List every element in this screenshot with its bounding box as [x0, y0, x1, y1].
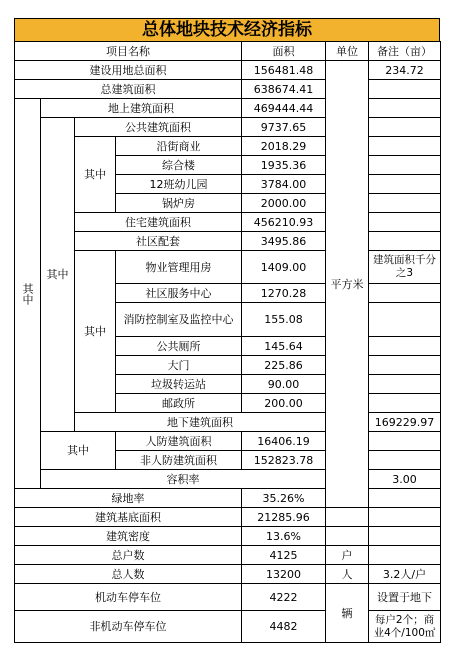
row-note [369, 489, 441, 508]
row-value: 155.08 [242, 303, 326, 337]
row-label: 12班幼儿园 [116, 175, 242, 194]
row-value: 3.00 [369, 470, 441, 489]
table-row [15, 470, 441, 489]
row-note: 设置于地下 [369, 584, 441, 611]
table-row [15, 118, 441, 137]
qizhong-public-label: 其中 [75, 137, 116, 213]
row-label: 总人数 [15, 565, 242, 584]
row-note [369, 194, 441, 213]
row-label: 地下建筑面积 [75, 413, 326, 432]
row-value: 225.86 [242, 356, 326, 375]
row-label: 机动车停车位 [15, 584, 242, 611]
row-note: 234.72 [369, 61, 441, 80]
row-value: 90.00 [242, 375, 326, 394]
row-label: 消防控制室及监控中心 [116, 303, 242, 337]
row-note: 建筑面积千分之3 [369, 251, 441, 284]
row-label: 建筑密度 [15, 527, 242, 546]
table-row [15, 137, 441, 156]
row-value: 3784.00 [242, 175, 326, 194]
row-value: 35.26% [242, 489, 326, 508]
row-label: 总建筑面积 [15, 80, 242, 99]
table-row [15, 99, 441, 118]
row-note [369, 99, 441, 118]
row-note [369, 137, 441, 156]
row-note [369, 213, 441, 232]
row-value: 9737.65 [242, 118, 326, 137]
table-row [15, 508, 441, 527]
row-value: 4222 [242, 584, 326, 611]
row-value: 152823.78 [242, 451, 326, 470]
row-note [369, 356, 441, 375]
row-unit: 人 [326, 565, 369, 584]
row-note [369, 303, 441, 337]
row-label: 建筑基底面积 [15, 508, 242, 527]
table-row [15, 251, 441, 284]
row-label: 物业管理用房 [116, 251, 242, 284]
row-note: 每户2个；商业4个/100㎡ [369, 611, 441, 643]
row-label: 锅炉房 [116, 194, 242, 213]
row-note [369, 118, 441, 137]
row-value: 4125 [242, 546, 326, 565]
row-label: 地上建筑面积 [41, 99, 242, 118]
row-value: 2000.00 [242, 194, 326, 213]
row-note [369, 394, 441, 413]
row-note: 3.2人/户 [369, 565, 441, 584]
table-row [15, 432, 441, 451]
row-label: 建设用地总面积 [15, 61, 242, 80]
table-row [15, 213, 441, 232]
table-row [15, 413, 441, 432]
table-row [15, 527, 441, 546]
table-row [15, 80, 441, 99]
row-value: 1935.36 [242, 156, 326, 175]
row-label: 公共厕所 [116, 337, 242, 356]
row-value: 1270.28 [242, 284, 326, 303]
table-row [15, 232, 441, 251]
row-value: 4482 [242, 611, 326, 643]
row-note [369, 232, 441, 251]
row-note [369, 451, 441, 470]
row-value: 200.00 [242, 394, 326, 413]
header-area: 面积 [242, 42, 326, 61]
qizhong-community-label: 其中 [75, 251, 116, 413]
row-label: 总户数 [15, 546, 242, 565]
row-unit [326, 527, 369, 546]
unit-vehicle: 辆 [326, 584, 369, 643]
row-label: 公共建筑面积 [75, 118, 242, 137]
row-value: 13200 [242, 565, 326, 584]
row-label: 非人防建筑面积 [116, 451, 242, 470]
row-value: 16406.19 [242, 432, 326, 451]
row-unit: 户 [326, 546, 369, 565]
row-value: 145.64 [242, 337, 326, 356]
row-value: 638674.41 [242, 80, 326, 99]
row-label: 容积率 [41, 470, 326, 489]
row-value: 1409.00 [242, 251, 326, 284]
row-label: 沿街商业 [116, 137, 242, 156]
row-note [369, 546, 441, 565]
qizhong-underground-label: 其中 [41, 432, 116, 470]
row-label: 绿地率 [15, 489, 242, 508]
table-row [15, 61, 441, 80]
table-row [15, 565, 441, 584]
row-label: 住宅建筑面积 [75, 213, 242, 232]
row-label: 垃圾转运站 [116, 375, 242, 394]
row-label: 邮政所 [116, 394, 242, 413]
row-label: 社区配套 [75, 232, 242, 251]
header-unit: 单位 [326, 42, 369, 61]
qizhong-outer-label: 其中 [15, 99, 41, 489]
row-label: 大门 [116, 356, 242, 375]
row-note [369, 432, 441, 451]
row-label: 非机动车停车位 [15, 611, 242, 643]
row-note [369, 508, 441, 527]
row-value: 456210.93 [242, 213, 326, 232]
row-value: 169229.97 [369, 413, 441, 432]
row-label: 社区服务中心 [116, 284, 242, 303]
row-unit [326, 508, 369, 527]
table-row [15, 611, 441, 643]
header-row [15, 42, 441, 61]
row-value: 13.6% [242, 527, 326, 546]
row-note [369, 175, 441, 194]
table-row [15, 546, 441, 565]
table-title: 总体地块技术经济指标 [14, 18, 440, 42]
row-note [369, 337, 441, 356]
row-note [369, 284, 441, 303]
row-label: 综合楼 [116, 156, 242, 175]
qizhong-above-label: 其中 [41, 118, 75, 432]
row-label: 人防建筑面积 [116, 432, 242, 451]
indicators-table [14, 41, 441, 643]
table-row [15, 489, 441, 508]
unit-square-meter: 平方米 [326, 61, 369, 508]
table-row [15, 584, 441, 611]
row-note [369, 156, 441, 175]
row-note [369, 527, 441, 546]
row-note [369, 80, 441, 99]
row-value: 469444.44 [242, 99, 326, 118]
row-value: 156481.48 [242, 61, 326, 80]
row-value: 2018.29 [242, 137, 326, 156]
row-note [369, 375, 441, 394]
header-name: 项目名称 [15, 42, 242, 61]
row-value: 3495.86 [242, 232, 326, 251]
header-note: 备注（亩） [369, 42, 441, 61]
row-value: 21285.96 [242, 508, 326, 527]
